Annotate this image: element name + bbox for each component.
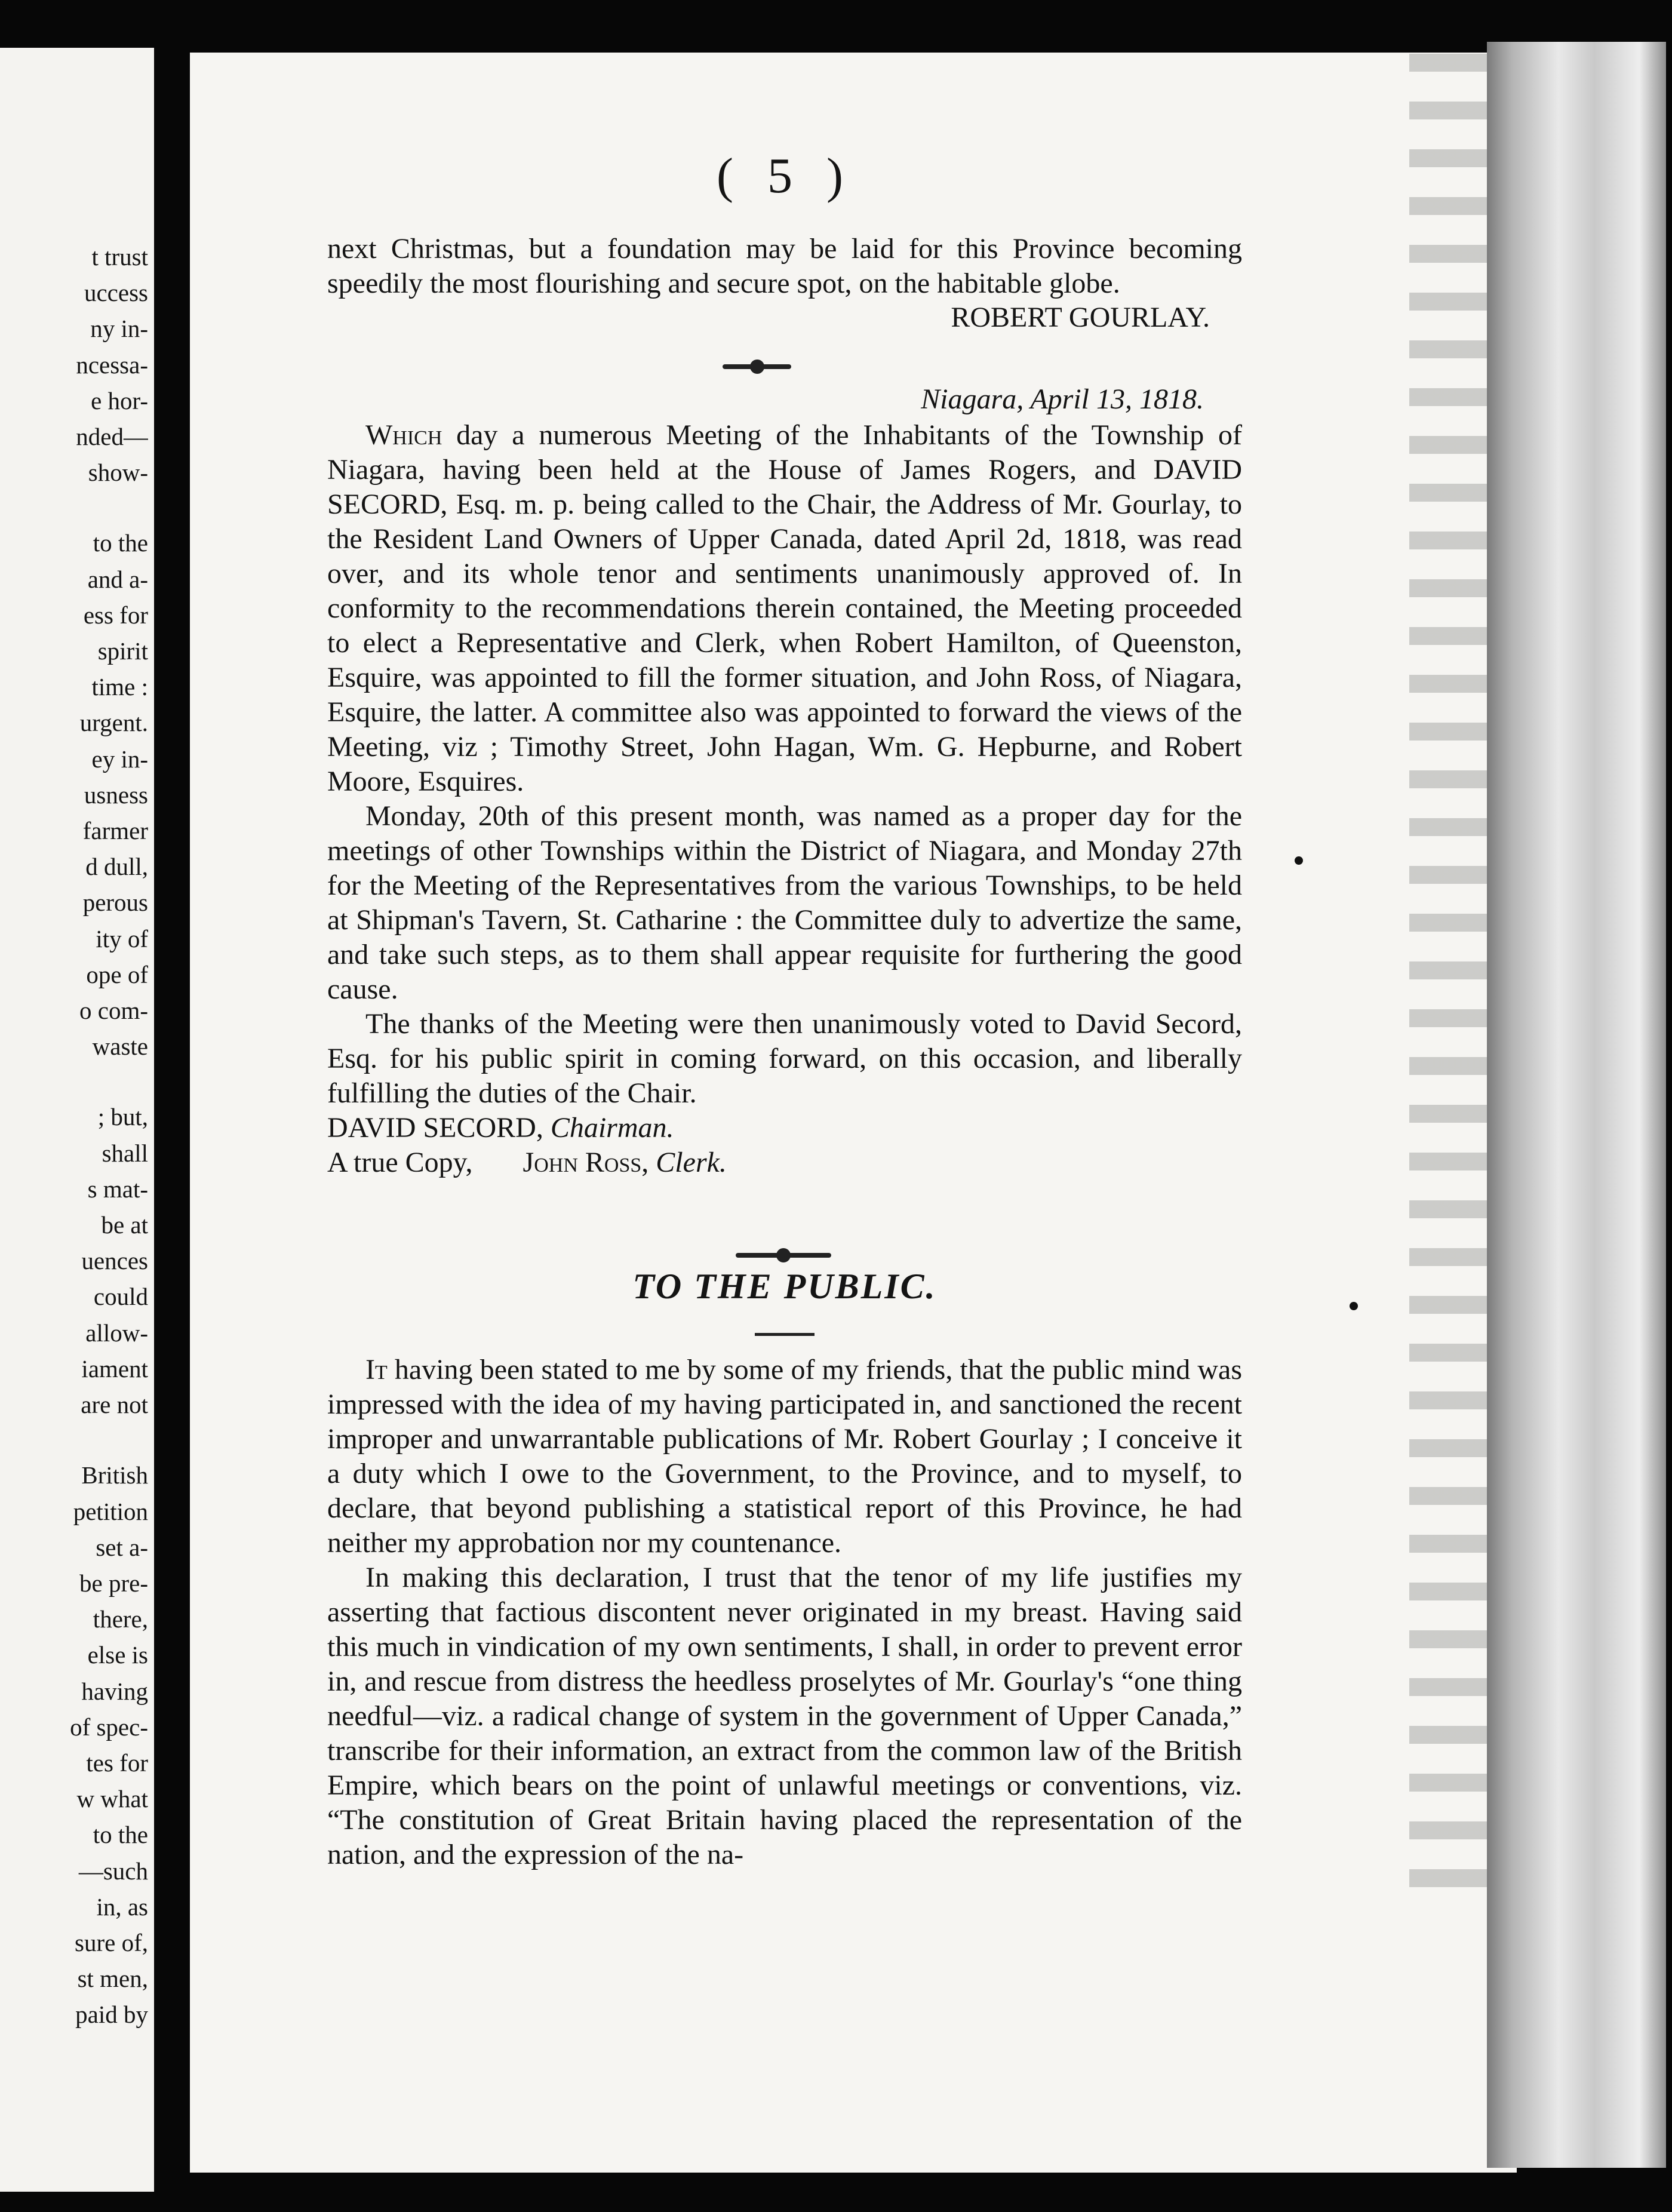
- section-ornament: [723, 364, 791, 369]
- facing-page-line: set a-: [96, 1533, 148, 1561]
- facing-page-line: d dull,: [85, 853, 148, 881]
- meeting-report: [327, 418, 1242, 1180]
- chairman-name: DAVID SECORD,: [327, 1112, 543, 1144]
- heading-rule: [755, 1333, 815, 1336]
- facing-page-line: uccess: [84, 279, 148, 307]
- facing-page-line: nded—: [76, 423, 148, 451]
- facing-page-line: uences: [81, 1247, 148, 1275]
- continuation-block: [327, 232, 1242, 301]
- facing-page-line: st men,: [77, 1965, 148, 1993]
- facing-page-line: allow-: [85, 1319, 148, 1347]
- true-copy-line: [327, 1145, 1242, 1180]
- facing-page-line: could: [93, 1283, 148, 1311]
- facing-page-line: be at: [101, 1211, 148, 1239]
- section-heading: TO THE PUBLIC.: [632, 1267, 937, 1306]
- true-copy-label: A true Copy,: [327, 1147, 473, 1178]
- facing-page-line: petition: [73, 1497, 148, 1525]
- public-paragraph-2: In making this declaration, I trust that the tenor of my life justifies my asserting that factious discontent never originated in my breast. Having said this much in vindication of my own sentiments, I shall, in order to prevent error in, and rescue from distress the heedless proselytes of Mr. Gourlay's “one thing needful—viz. a radical change of system in the government of Upper Canada,” transcribe for their information, an extract from the common law of the British Empire, which bears on the point of unlawful meetings or conventions, viz. “The constitution of Great Britain having placed the representation of the nation, and the expression of the na-: [327, 1562, 1242, 1870]
- facing-page-line: o com-: [79, 997, 148, 1025]
- facing-page-line: ope of: [86, 960, 148, 988]
- facing-page-line: shall: [102, 1139, 148, 1167]
- facing-page-line: paid by: [75, 2001, 148, 2029]
- meeting-paragraph-2: Monday, 20th of this present month, was named as a proper day for the meetings of other Townships within the District of Niagara, and Monday 27th for the Meeting of the Representatives from the various Townships, to be held at Shipman's Tavern, St. Catharine : the Committee duly to advertize the same, and take such steps, as to them shall appear requisite for furthering the good cause.: [327, 800, 1242, 1005]
- public-paragraph-1: [327, 1353, 1242, 1560]
- facing-page-line: ess for: [83, 601, 148, 629]
- facing-page-line: having: [81, 1677, 148, 1705]
- facing-page-line: of spec-: [70, 1713, 148, 1741]
- page-number: ( 5 ): [717, 148, 854, 204]
- facing-page-line: perous: [82, 889, 148, 917]
- facing-page-line: sure of,: [75, 1928, 148, 1956]
- section-ornament-2: [736, 1253, 831, 1258]
- facing-page-line: else is: [87, 1641, 148, 1669]
- facing-page-line: be pre-: [79, 1569, 148, 1597]
- meeting-paragraph-3: The thanks of the Meeting were then unanimously voted to David Secord, Esq. for his public spirit in coming forward, on this occasion, and liberally fulfilling the duties of the Chair.: [327, 1008, 1242, 1109]
- signature-gourlay: ROBERT GOURLAY.: [951, 302, 1210, 333]
- facing-page-line: —such: [78, 1857, 148, 1885]
- facing-page: [0, 48, 154, 2192]
- facing-page-line: British: [81, 1461, 148, 1489]
- facing-page-line: tes for: [86, 1749, 148, 1777]
- dateline: Niagara, April 13, 1818.: [921, 383, 1204, 415]
- chairman-signature: [327, 1111, 1242, 1145]
- public-notice: [327, 1353, 1242, 1872]
- facing-page-line: show-: [88, 459, 148, 487]
- facing-page-line: ey in-: [91, 745, 148, 773]
- facing-page-line: w what: [76, 1785, 148, 1813]
- meeting-paragraph-1: [327, 418, 1242, 799]
- public-lead-word: It: [365, 1354, 388, 1385]
- public-paragraph-1-text: having been stated to me by some of my friends, that the public mind was impressed with the idea of my having participated in, and sanctioned the recent improper and unwarrantable publications of Mr. Robert Gourlay ; I conceive it a duty which I owe to the Government, to the Province, and to myself, to declare, that beyond publishing a statistical report of this Province, he had neither my approbation nor my countenance.: [327, 1354, 1242, 1559]
- facing-page-line: to the: [93, 1821, 148, 1849]
- facing-page-line: farmer: [82, 817, 148, 845]
- facing-page-line: s mat-: [87, 1175, 148, 1203]
- facing-page-line: iament: [81, 1354, 148, 1382]
- ink-speck: [1350, 1302, 1358, 1310]
- page-fore-edge: [1487, 42, 1666, 2168]
- facing-page-line: are not: [81, 1391, 148, 1419]
- facing-page-line: there,: [93, 1605, 148, 1633]
- continuation-paragraph: next Christmas, but a foundation may be laid for this Province becoming speedily the most flourishing and secure spot, on the habitable globe.: [327, 233, 1242, 299]
- facing-page-line: ity of: [96, 924, 148, 953]
- facing-page-line: waste: [92, 1033, 148, 1061]
- facing-page-line: spirit: [97, 637, 148, 665]
- facing-page-line: t trust: [91, 243, 148, 271]
- facing-page-line: usness: [84, 781, 148, 809]
- clerk-name: John Ross,: [522, 1147, 649, 1178]
- facing-page-text: [0, 239, 148, 2033]
- facing-page-line: time :: [91, 673, 148, 701]
- facing-page-line: ncessa-: [76, 351, 148, 379]
- chairman-title: Chairman.: [550, 1112, 674, 1144]
- facing-page-line: ny in-: [90, 315, 148, 343]
- facing-page-line: in, as: [96, 1893, 148, 1921]
- clerk-title: Clerk.: [656, 1147, 727, 1178]
- facing-page-line: ; but,: [97, 1103, 148, 1131]
- facing-page-line: urgent.: [79, 709, 148, 737]
- ink-speck: [1295, 856, 1303, 865]
- facing-page-line: and a-: [87, 565, 148, 593]
- meeting-lead-word: Which: [365, 419, 442, 451]
- facing-page-line: to the: [93, 529, 148, 557]
- facing-page-line: e hor-: [91, 386, 148, 414]
- meeting-paragraph-1-text: day a numerous Meeting of the Inhabitants of the Township of Niagara, having been held at the House of James Rogers, and DAVID SECORD, Esq. m. p. being called to the Chair, the Address of Mr. Gourlay, to the Resident Land Owners of Upper Canada, dated April 2d, 1818, was read over, and its whole tenor and sentiments unanimously approved of. In conformity to the recommendations therein contained, the Meeting proceeded to elect a Representative and Clerk, when Robert Hamilton, of Queenston, Esquire, was appointed to fill the former situation, and John Ross, of Niagara, Esquire, the latter. A committee also was appointed to forward the views of the Meeting, viz ; Timothy Street, John Hagan, Wm. G. Hepburne, and Robert Moore, Esquires.: [327, 419, 1242, 797]
